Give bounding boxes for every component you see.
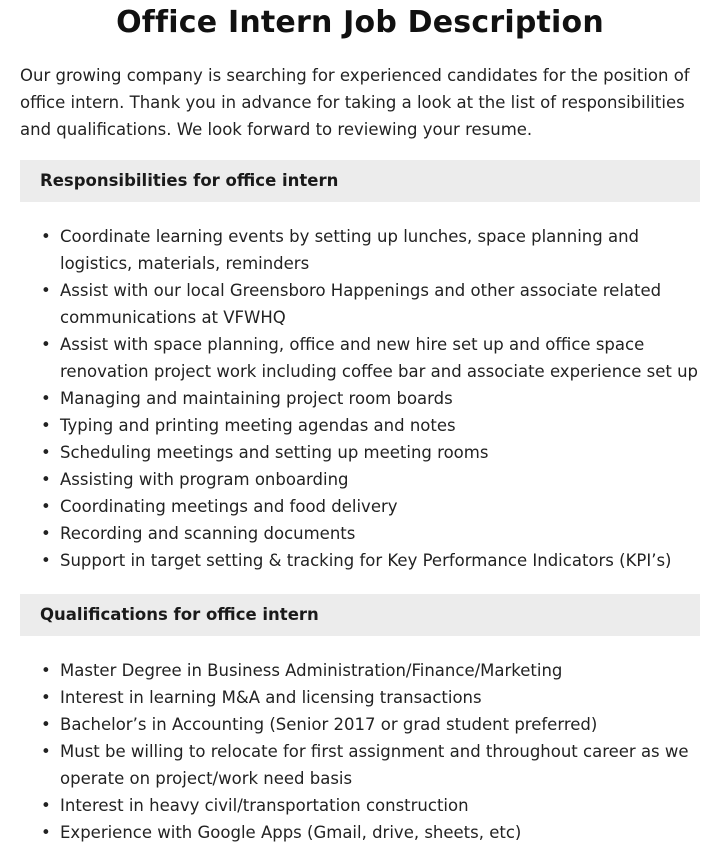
list-item	[41, 819, 700, 846]
list-item-text: Bachelor’s in Accounting (Senior 2017 or grad student preferred)	[60, 715, 598, 734]
bullet-icon: •	[41, 524, 51, 543]
list-item	[41, 738, 700, 792]
intro-paragraph: Our growing company is searching for experienced candidates for the position of office intern. Thank you in advance for taking a look at the list of responsibilities and qualifications. We look forward to reviewing your resume.	[20, 66, 690, 139]
list-item-text: Must be willing to relocate for first assignment and throughout career as we operate on project/work need basis	[60, 742, 689, 788]
list-item	[41, 711, 700, 738]
list-item-text: Assist with our local Greensboro Happenings and other associate related communications at VFWHQ	[60, 281, 662, 327]
list-item	[41, 412, 700, 439]
list-item-text: Assist with space planning, office and new hire set up and office space renovation project work including coffee bar and associate experience set up	[60, 335, 699, 381]
list-item	[41, 223, 700, 277]
list-item-text: Master Degree in Business Administration/Finance/Marketing	[60, 661, 563, 680]
bullet-icon: •	[41, 551, 51, 570]
bullet-icon: •	[41, 661, 51, 680]
list-item	[41, 466, 700, 493]
list-item	[41, 385, 700, 412]
list-item	[41, 657, 700, 684]
list-item	[41, 331, 700, 385]
list-item	[41, 520, 700, 547]
list-item-text: Experience with Google Apps (Gmail, drive, sheets, etc)	[60, 823, 522, 842]
bullet-icon: •	[41, 443, 51, 462]
bullet-icon: •	[41, 470, 51, 489]
bullet-icon: •	[41, 715, 51, 734]
list-item	[41, 439, 700, 466]
list-item-text: Scheduling meetings and setting up meeting rooms	[60, 443, 489, 462]
list-item-text: Interest in learning M&A and licensing transactions	[60, 688, 482, 707]
list-item	[41, 684, 700, 711]
list-item	[41, 277, 700, 331]
list-item	[41, 493, 700, 520]
qualifications-list	[20, 657, 700, 846]
bullet-icon: •	[41, 742, 51, 761]
list-item-text: Interest in heavy civil/transportation construction	[60, 796, 469, 815]
page-title: Office Intern Job Description	[116, 5, 604, 40]
bullet-icon: •	[41, 823, 51, 842]
bullet-icon: •	[41, 497, 51, 516]
bullet-icon: •	[41, 416, 51, 435]
bullet-icon: •	[41, 389, 51, 408]
bullet-icon: •	[41, 335, 51, 354]
list-item-text: Recording and scanning documents	[60, 524, 356, 543]
responsibilities-heading: Responsibilities for office intern	[20, 160, 700, 202]
list-item-text: Assisting with program onboarding	[60, 470, 349, 489]
bullet-icon: •	[41, 688, 51, 707]
bullet-icon: •	[41, 227, 51, 246]
list-item-text: Typing and printing meeting agendas and notes	[60, 416, 456, 435]
bullet-icon: •	[41, 281, 51, 300]
list-item	[41, 792, 700, 819]
list-item	[41, 547, 700, 574]
list-item-text: Coordinate learning events by setting up lunches, space planning and logistics, materials, reminders	[60, 227, 639, 273]
list-item-text: Coordinating meetings and food delivery	[60, 497, 398, 516]
responsibilities-list	[20, 223, 700, 574]
list-item-text: Support in target setting & tracking for Key Performance Indicators (KPI’s)	[60, 551, 672, 570]
list-item-text: Managing and maintaining project room boards	[60, 389, 453, 408]
bullet-icon: •	[41, 796, 51, 815]
qualifications-heading: Qualifications for office intern	[20, 594, 700, 636]
